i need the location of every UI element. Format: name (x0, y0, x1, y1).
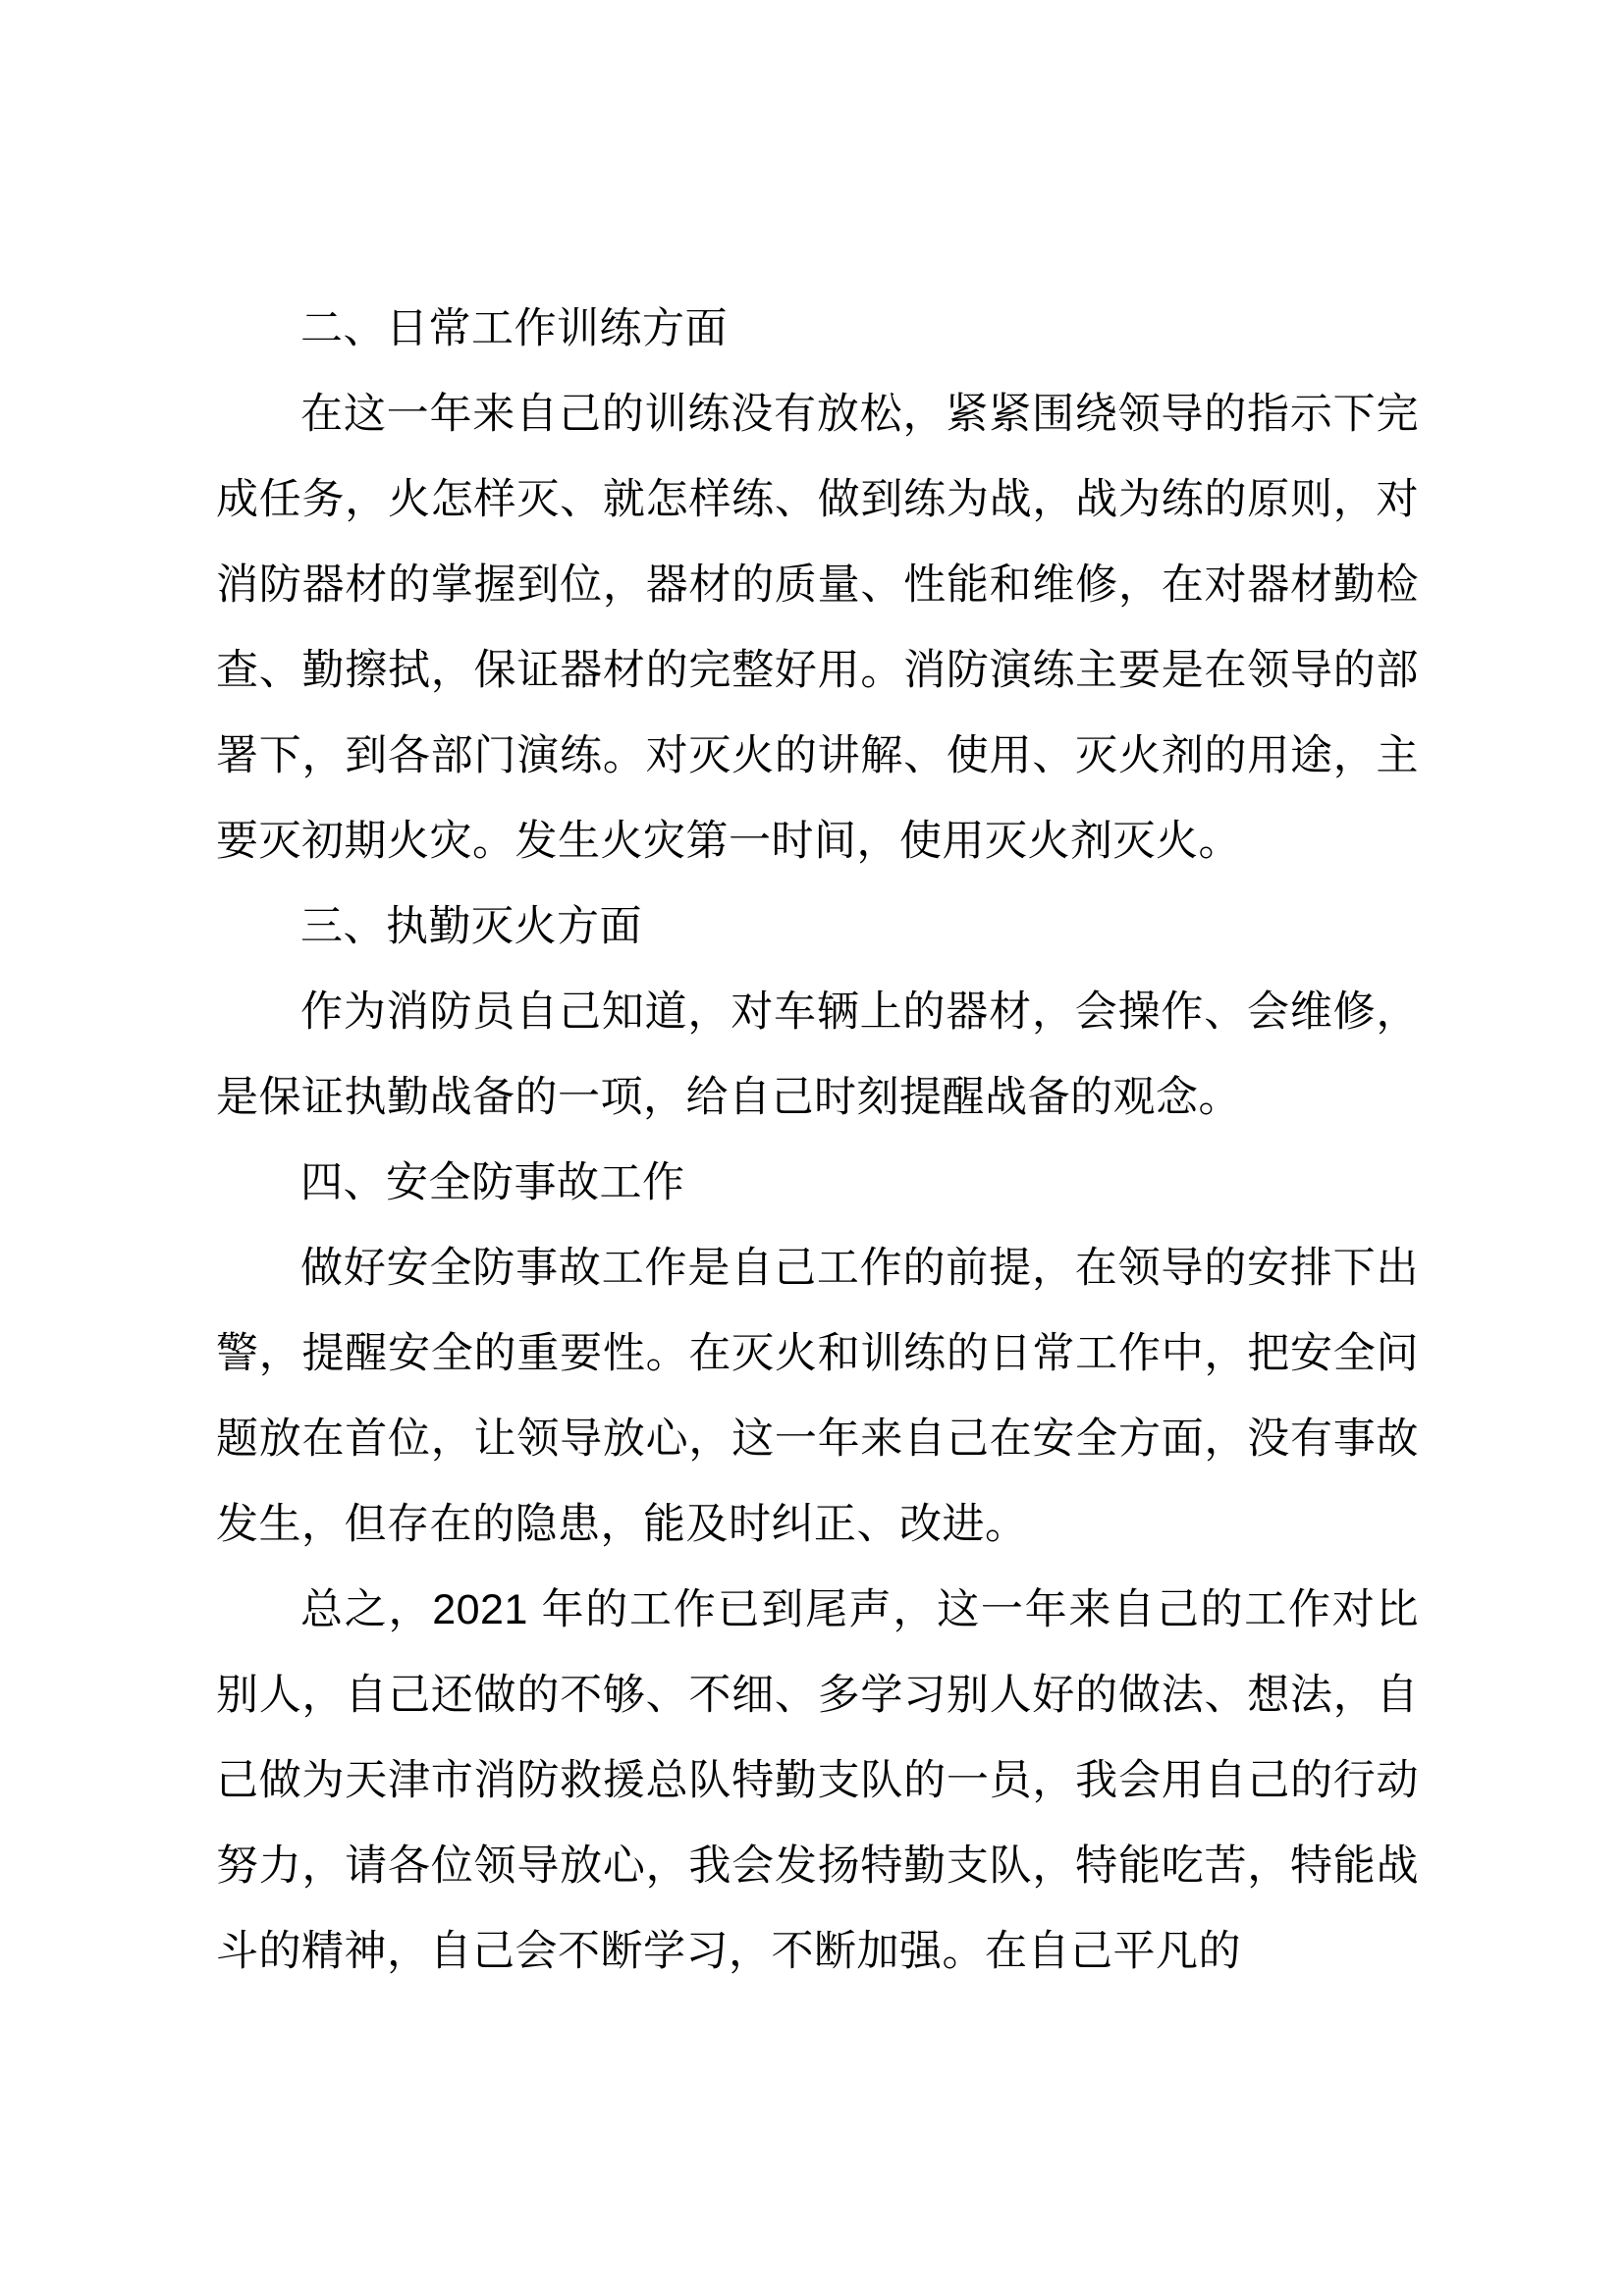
paragraph-daily-training: 在这一年来自己的训练没有放松，紧紧围绕领导的指示下完成任务，火怎样灭、就怎样练、做到练为战，战为练的原则，对消防器材的掌握到位，器材的质量、性能和维修，在对器材勤检查、勤擦拭，保证器材的完整好用。消防演练主要是在领导的部署下，到各部门演练。对灭火的讲解、使用、灭火剂的用途，主要灭初期火灾。发生火灾第一时间，使用灭火剂灭火。 (216, 391, 1419, 865)
document-content (216, 287, 1419, 1995)
section-heading-accident-prevention: 四、安全防事故工作 (300, 1159, 685, 1206)
section-heading-duty-firefighting: 三、执勤灭火方面 (300, 903, 642, 950)
paragraph-summary: 总之，2021 年的工作已到尾声，这一年来自己的工作对比别人，自己还做的不够、不细、多学习别人好的做法、想法，自己做为天津市消防救援总队特勤支队的一员，我会用自己的行动努力，请各位领导放心，我会发扬特勤支队，特能吃苦，特能战斗的精神，自己会不断学习，不断加强。在自己平凡的 (216, 1586, 1419, 1975)
paragraph-accident-prevention: 做好安全防事故工作是自己工作的前提，在领导的安排下出警，提醒安全的重要性。在灭火和训练的日常工作中，把安全问题放在首位，让领导放心，这一年来自己在安全方面，没有事故发生，但存在的隐患，能及时纠正、改进。 (216, 1245, 1419, 1548)
paragraph-duty-firefighting: 作为消防员自己知道，对车辆上的器材，会操作、会维修，是保证执勤战备的一项，给自己时刻提醒战备的观念。 (216, 988, 1419, 1121)
section-heading-daily-training: 二、日常工作训练方面 (300, 305, 728, 352)
